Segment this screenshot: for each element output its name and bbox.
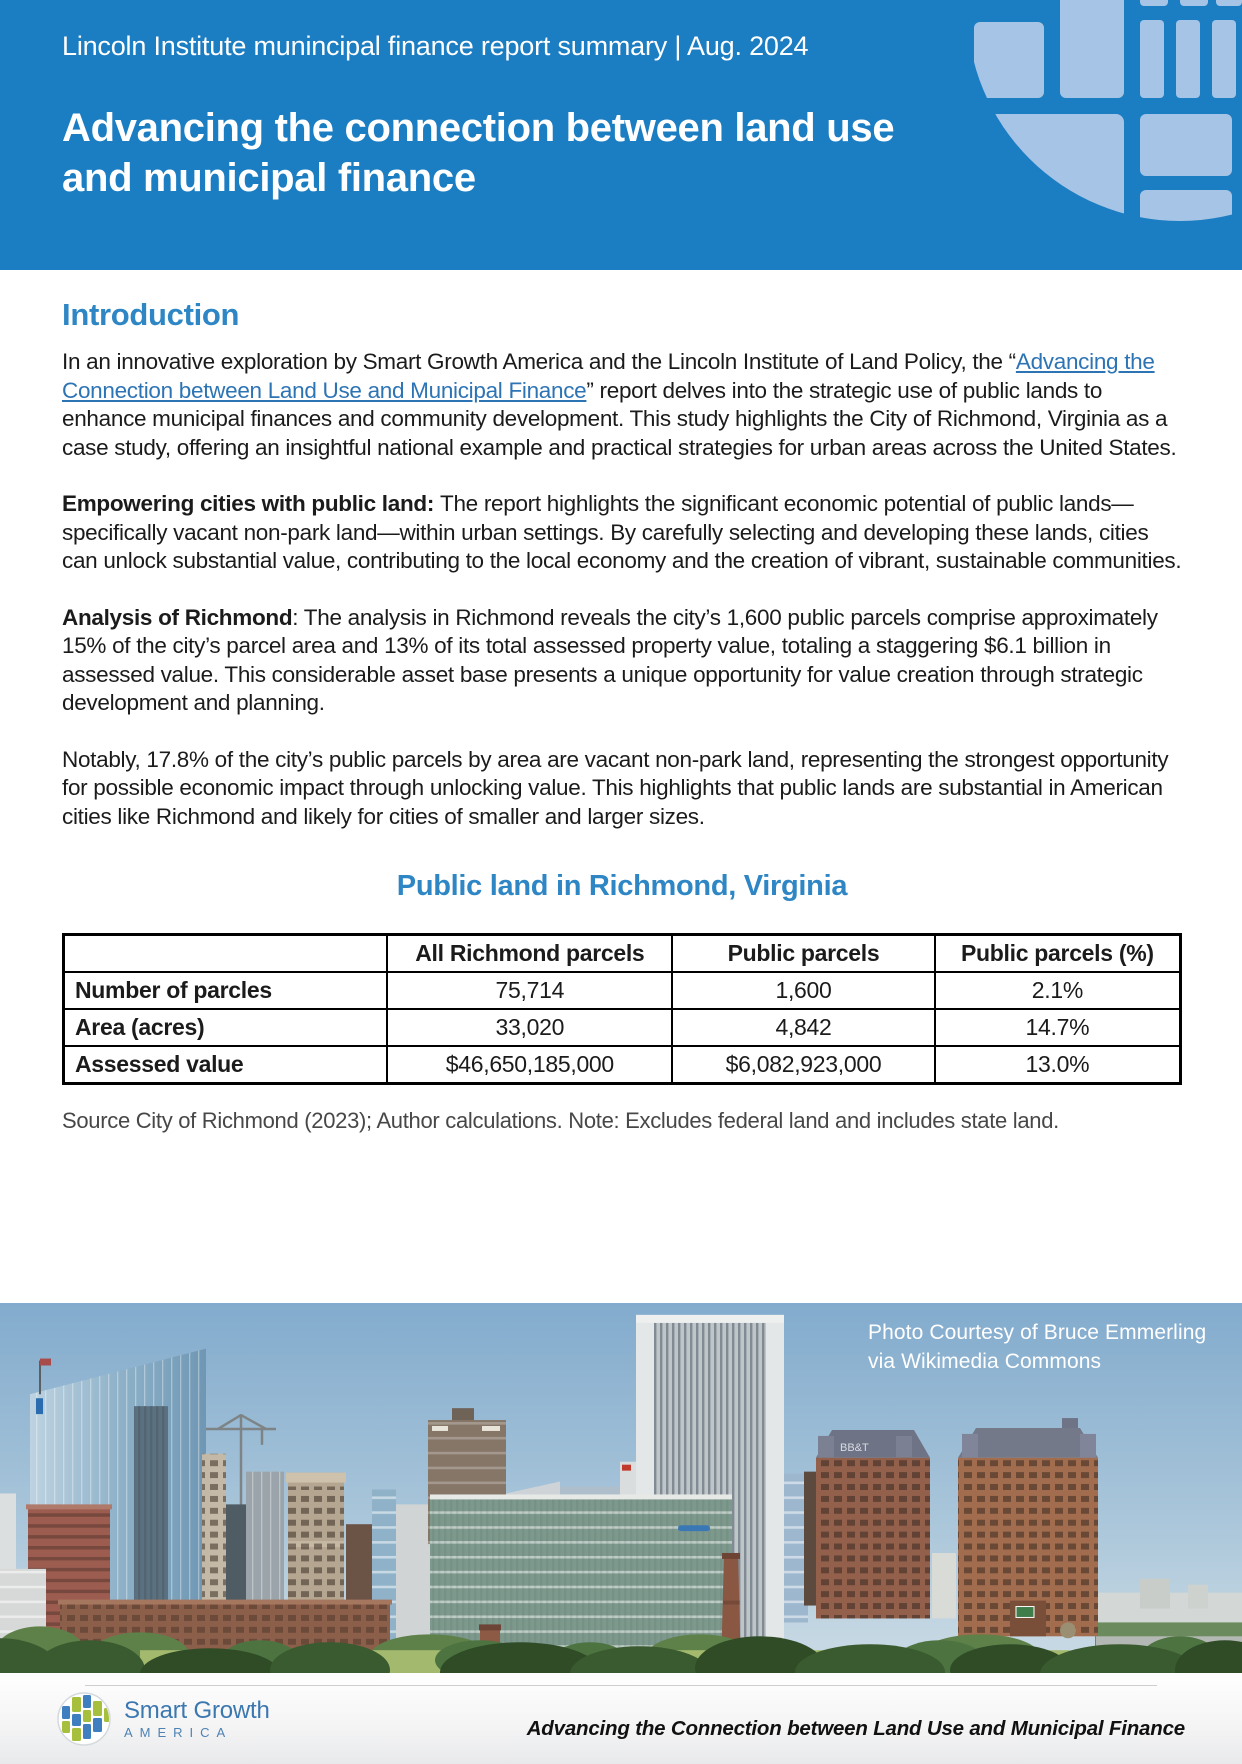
intro-paragraph-4: Notably, 17.8% of the city’s public parcels by area are vacant non-park land, representing the strongest opportunity for possible economic impact through unlocking value. This highlights that public lands are substantial in American cities like Richmond and likely for cities of smaller and larger sizes. bbox=[62, 746, 1169, 829]
table-row bbox=[64, 972, 1181, 1009]
report-body bbox=[62, 270, 1182, 1303]
cell-value: 4,842 bbox=[672, 1009, 934, 1046]
footer-divider bbox=[85, 1685, 1157, 1686]
table-row bbox=[64, 1009, 1181, 1046]
smart-growth-america-logo-text bbox=[124, 1698, 270, 1740]
intro-paragraph-3 bbox=[62, 604, 1182, 718]
intro-p2-lead: Empowering cities with public land: bbox=[62, 491, 440, 516]
report-link[interactable]: Advancing the Connection between Land Use and Municipal Finance bbox=[62, 349, 1155, 403]
page-title-line1: Advancing the connection between land use bbox=[62, 106, 895, 150]
report-header bbox=[0, 0, 1242, 270]
photo-credit bbox=[868, 1318, 1206, 1376]
svg-text:BB&T: BB&T bbox=[840, 1441, 869, 1454]
cell-value: $46,650,185,000 bbox=[387, 1046, 672, 1084]
report-footer bbox=[0, 1673, 1242, 1764]
cell-value: 33,020 bbox=[387, 1009, 672, 1046]
public-land-table bbox=[62, 933, 1182, 1085]
footer-report-title: Advancing the Connection between Land Use and Municipal Finance bbox=[526, 1717, 1185, 1740]
report-kicker: Lincoln Institute munincipal finance report summary | Aug. 2024 bbox=[62, 31, 809, 61]
table-header-public-parcels-pct: Public parcels (%) bbox=[935, 935, 1181, 973]
cell-value: 2.1% bbox=[935, 972, 1181, 1009]
smart-growth-america-logo-icon bbox=[57, 1692, 111, 1746]
page-title-line2: and municipal finance bbox=[62, 156, 476, 200]
cell-value: 14.7% bbox=[935, 1009, 1181, 1046]
row-label: Number of parcles bbox=[64, 972, 388, 1009]
table-title: Public land in Richmond, Virginia bbox=[396, 870, 848, 902]
row-label: Area (acres) bbox=[64, 1009, 388, 1046]
intro-p2-text: The report highlights the significant economic potential of public lands—specifically vacant non-park land—within urban settings. By carefully selecting and developing these lands, cities can unlock substantial value, contributing to the local economy and the creation of vibrant, sustainable communities. bbox=[62, 491, 1182, 573]
photo-credit-line1: Photo Courtesy of Bruce Emmerling bbox=[868, 1321, 1207, 1344]
table-row bbox=[64, 1046, 1181, 1084]
page-title bbox=[62, 103, 894, 203]
table-header-public-parcels: Public parcels bbox=[672, 935, 934, 973]
richmond-skyline-photo bbox=[0, 1303, 1242, 1673]
intro-p3-lead: Analysis of Richmond bbox=[62, 604, 293, 630]
logo-text-america: AMERICA bbox=[124, 1725, 233, 1740]
smart-growth-america-logo bbox=[57, 1692, 270, 1746]
table-source-note: Source City of Richmond (2023); Author calculations. Note: Excludes federal land and includes state land. bbox=[62, 1108, 1059, 1133]
cell-value: 75,714 bbox=[387, 972, 672, 1009]
introduction-heading: Introduction bbox=[62, 297, 240, 332]
photo-credit-line2: via Wikimedia Commons bbox=[868, 1350, 1102, 1373]
intro-p1-text: In an innovative exploration by Smart Growth America and the Lincoln Institute of Land Policy, the “ bbox=[62, 349, 1016, 374]
logo-text-smart-growth: Smart Growth bbox=[124, 1697, 270, 1724]
cell-value: 13.0% bbox=[935, 1046, 1181, 1084]
cell-value: 1,600 bbox=[672, 972, 934, 1009]
table-header-row bbox=[64, 935, 1181, 973]
intro-p1-text-after: ” report delves into the strategic use of public lands to enhance municipal finances and community development. This study highlights the City of Richmond, Virginia as a case study, offering an insightful national example and practical strategies for urban areas across the United States. bbox=[62, 377, 1177, 460]
intro-paragraph-1 bbox=[62, 348, 1182, 462]
intro-paragraph-2 bbox=[62, 490, 1182, 576]
table-header-empty bbox=[64, 935, 388, 973]
row-label: Assessed value bbox=[64, 1046, 388, 1084]
intro-p3-text: : The analysis in Richmond reveals the city’s 1,600 public parcels comprise approximately 15% of the city’s parcel area and 13% of its total assessed property value, totaling a staggering $6.1 billion in assessed value. This considerable asset base presents a unique opportunity for value creation through strategic development and planning. bbox=[62, 604, 1158, 715]
cell-value: $6,082,923,000 bbox=[672, 1046, 934, 1084]
table-header-all-parcels: All Richmond parcels bbox=[387, 935, 672, 973]
city-grid-globe-decoration bbox=[957, 0, 1242, 270]
